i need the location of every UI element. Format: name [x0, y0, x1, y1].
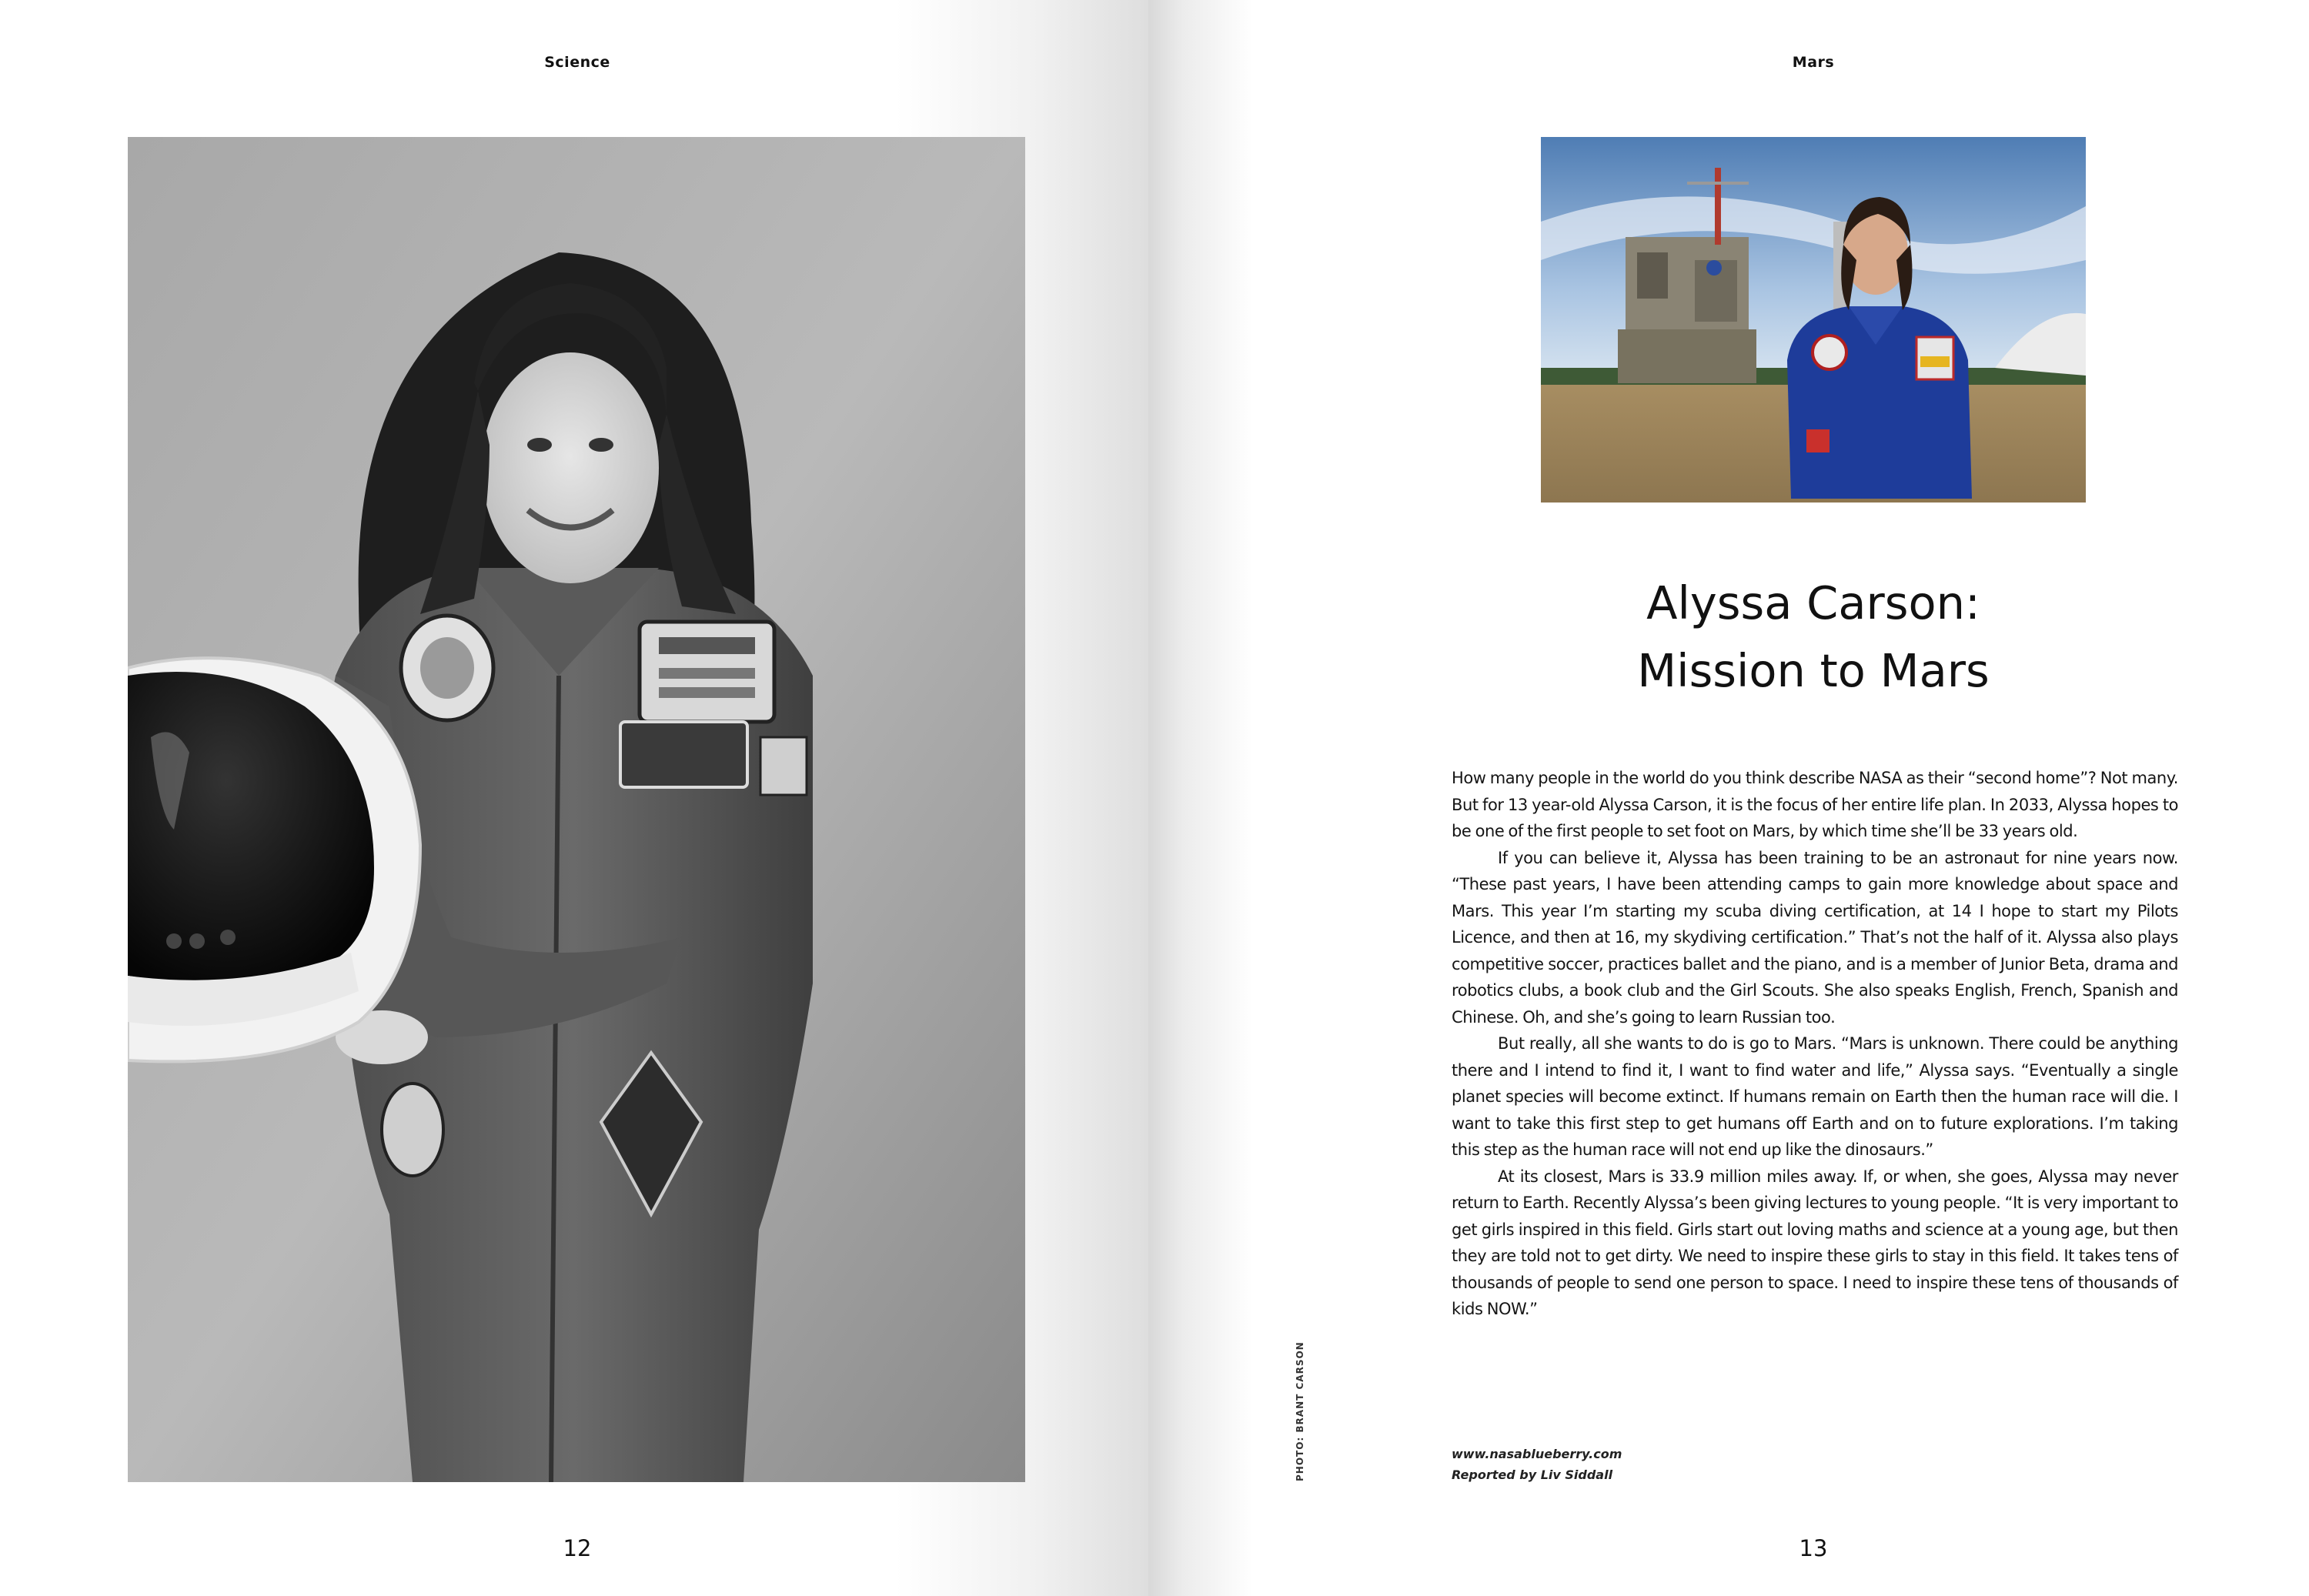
page-number-left: 12 [563, 1535, 592, 1561]
article-headline [1441, 569, 2186, 705]
left-page [0, 0, 1148, 1596]
article-credits [1452, 1444, 1622, 1485]
article-paragraph: But really, all she wants to do is go to Mars. “Mars is unknown. There could be anything there and I intend to find it, I want to find water and life,” Alyssa says. “Eventually a single planet species will become extinct. If humans remain on Earth then the human race will die. I want to take this first step to get humans off Earth and on to future explorations. I’m taking this step as the human race will not end up like the dinosaurs.” [1452, 1034, 2178, 1159]
section-label: Science [544, 54, 610, 71]
headline-line-1: Alyssa Carson: [1646, 576, 1980, 629]
article-paragraph: How many people in the world do you think describe NASA as their “second home”? Not many. But for 13 year-old Alyssa Carson, it is the focus of her entire life plan. In 2033, Alyssa hopes to be one of the first people to set foot on Mars, by which time she’ll be 33 years old. [1452, 769, 2178, 840]
byline: Reported by Liv Siddall [1452, 1467, 1613, 1482]
article-body [1452, 765, 2178, 1323]
launch-site-photo [1541, 137, 2086, 503]
right-page [1148, 0, 2309, 1596]
page-number-right: 13 [1799, 1535, 1828, 1561]
girl-at-launch-site-photo-icon [1541, 137, 2086, 503]
headline-line-2: Mission to Mars [1637, 644, 1990, 697]
section-label: Mars [1792, 54, 1835, 71]
article-paragraph: If you can believe it, Alyssa has been training to be an astronaut for nine years now. “These past years, I have been attending camps to gain more knowledge about space and Mars. This year I’m starting my scuba diving certification, at 14 I hope to start my Pilots Licence, and then at 16, my skydiving certification.” That’s not the half of it. Alyssa also plays competitive soccer, practices ballet and the piano, and is a member of Junior Beta, drama and robotics clubs, a book club and the Girl Scouts. She also speaks English, French, Spanish and Chinese. Oh, and she’s going to learn Russian too. [1452, 848, 2178, 1027]
astronaut-portrait-photo [128, 137, 1025, 1482]
article-paragraph: At its closest, Mars is 33.9 million miles away. If, or when, she goes, Alyssa may never return to Earth. Recently Alyssa’s been giving lectures to young people. “It is very important to get girls inspired in this field. Girls start out loving maths and science at a young age, but then they are told not to get dirty. We need to inspire these girls to stay in this field. It takes tens of thousands of people to send one person to space. I need to inspire these tens of thousands of kids NOW.” [1452, 1167, 2178, 1318]
astronaut-girl-portrait-photo-icon [128, 137, 1025, 1482]
photo-credit: PHOTO: BRANT CARSON [1295, 1341, 1305, 1481]
website-link[interactable]: www.nasablueberry.com [1452, 1447, 1622, 1461]
